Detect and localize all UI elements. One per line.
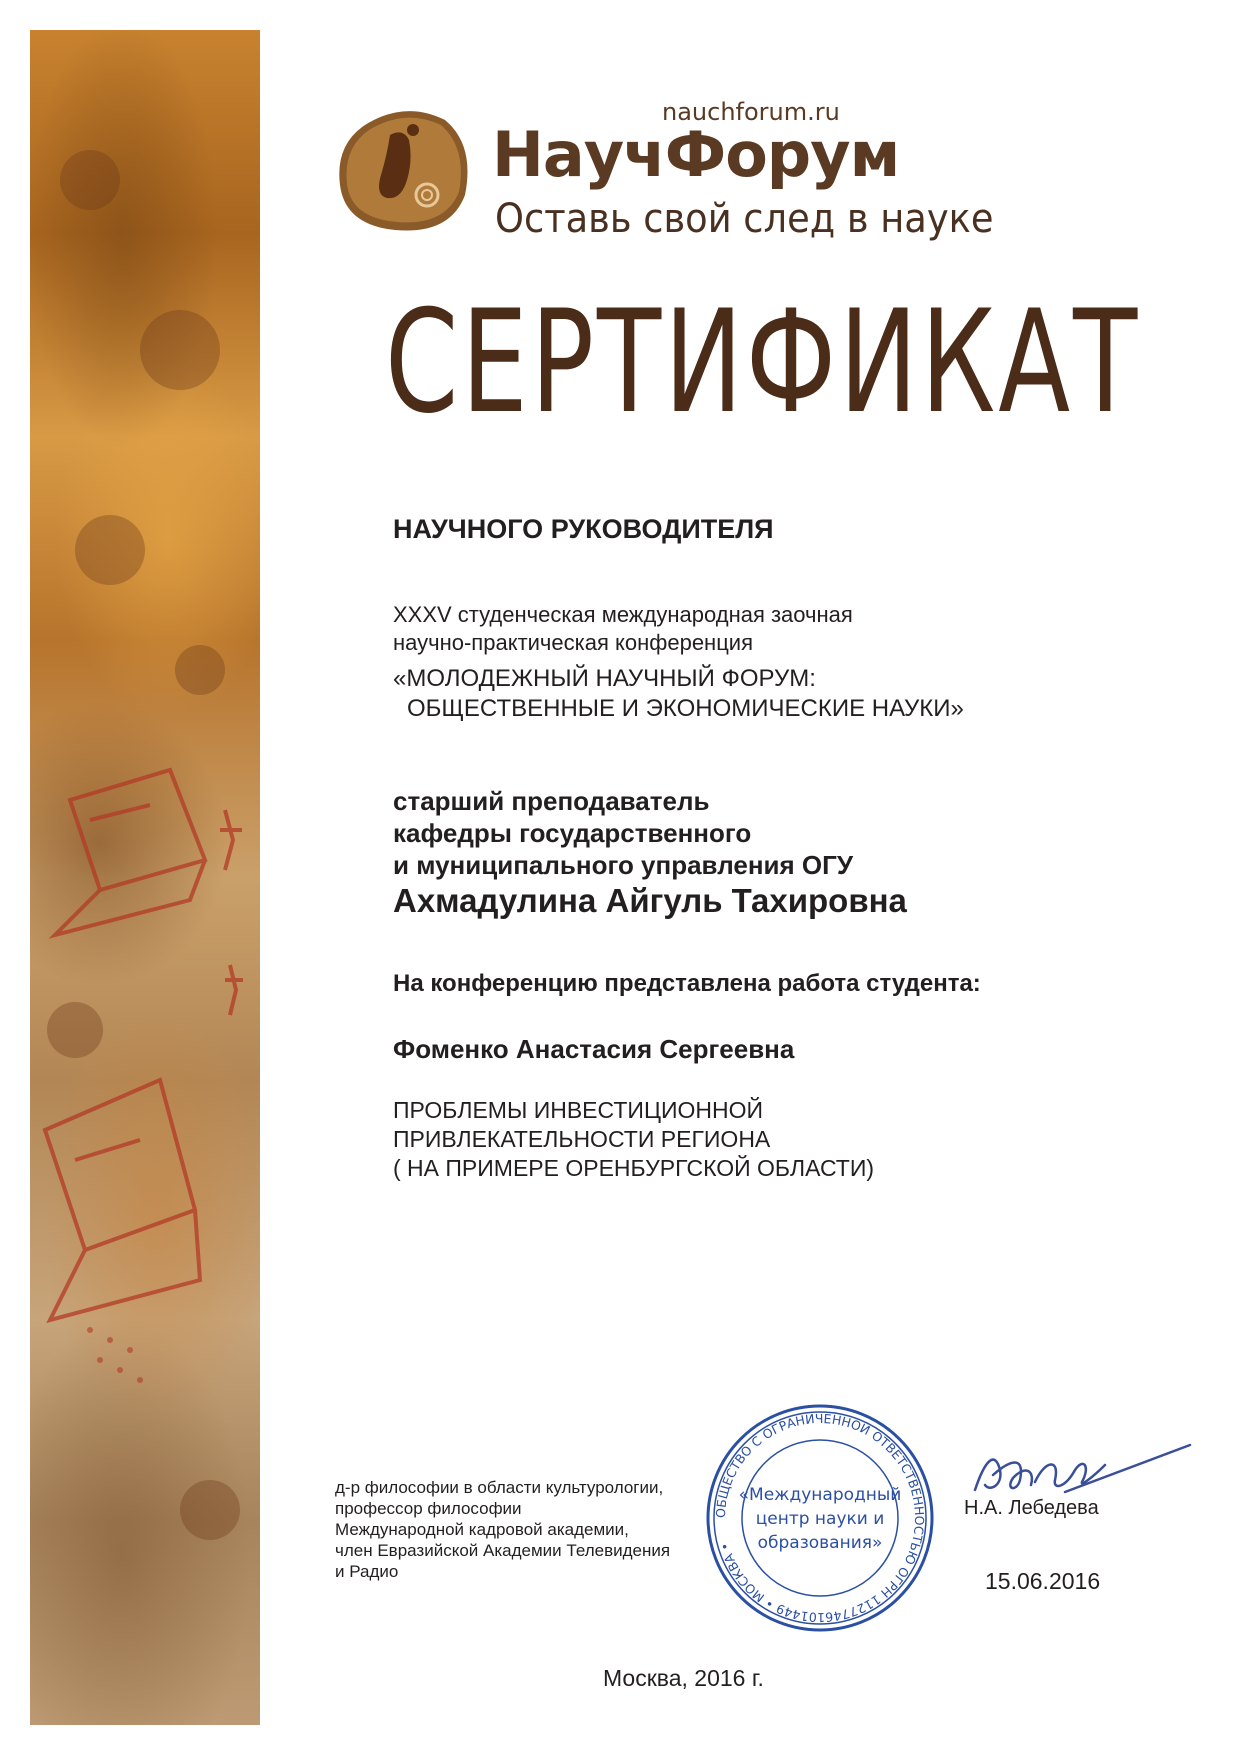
- stamp-center-line: центр науки и: [755, 1509, 885, 1529]
- supervisor-position: [393, 785, 1173, 881]
- decorative-side-strip: [30, 30, 260, 1725]
- stamp-center-line: «Международный: [738, 1485, 902, 1505]
- position-line: и муниципального управления ОГУ: [393, 850, 854, 880]
- credentials-line: д-р философии в области культурологии,: [335, 1478, 664, 1497]
- footprint-logo-icon: [335, 100, 475, 240]
- supervisor-name: Ахмадулина Айгуль Тахировна: [393, 882, 907, 919]
- conference-name-line: «МОЛОДЕЖНЫЙ НАУЧНЫЙ ФОРУМ:: [393, 665, 816, 692]
- brand-slogan: Оставь свой след в науке: [495, 196, 994, 242]
- site-url: nauchforum.ru: [662, 98, 840, 126]
- stamp-center-line: образования»: [757, 1533, 883, 1553]
- topic-line: ( НА ПРИМЕРЕ ОРЕНБУРГСКОЙ ОБЛАСТИ): [393, 1155, 875, 1181]
- signer-name: Н.А. Лебедева: [964, 1497, 1099, 1519]
- recipient-role: НАУЧНОГО РУКОВОДИТЕЛЯ: [393, 514, 774, 544]
- topic-line: ПРОБЛЕМЫ ИНВЕСТИЦИОННОЙ: [393, 1097, 764, 1123]
- conference-name-line: ОБЩЕСТВЕННЫЕ И ЭКОНОМИЧЕСКИЕ НАУКИ»: [407, 695, 964, 722]
- signer-credentials: [335, 1477, 715, 1582]
- rock-art-pattern: [30, 30, 260, 1725]
- topic-line: ПРИВЛЕКАТЕЛЬНОСТИ РЕГИОНА: [393, 1126, 771, 1152]
- credentials-line: и Радио: [335, 1562, 399, 1581]
- credentials-line: профессор философии: [335, 1499, 522, 1518]
- position-line: кафедры государственного: [393, 818, 752, 848]
- credentials-line: член Евразийской Академии Телевидения: [335, 1541, 671, 1560]
- conference-line: XXXV студенческая международная заочная: [393, 602, 853, 627]
- position-line: старший преподаватель: [393, 786, 710, 816]
- student-name: Фоменко Анастасия Сергеевна: [393, 1034, 795, 1064]
- brand-name: НаучФорум: [492, 118, 900, 191]
- official-stamp: [700, 1398, 940, 1638]
- place-year: Москва, 2016 г.: [603, 1665, 764, 1691]
- work-topic: [393, 1096, 1173, 1183]
- conference-line: научно-практическая конференция: [393, 630, 754, 655]
- conference-name: [393, 664, 1173, 724]
- conference-description: [393, 601, 1173, 657]
- credentials-line: Международной кадровой академии,: [335, 1520, 629, 1539]
- presented-label: На конференцию представлена работа студента:: [393, 970, 981, 997]
- stamp-outer-text: ОБЩЕСТВО С ОГРАНИЧЕННОЙ ОТВЕТСТВЕННОСТЬЮ ОГРН 1127746101449 • МОСКВА •: [712, 1410, 928, 1626]
- certificate-title: СЕРТИФИКАТ: [385, 280, 1141, 445]
- issue-date: 15.06.2016: [985, 1568, 1101, 1594]
